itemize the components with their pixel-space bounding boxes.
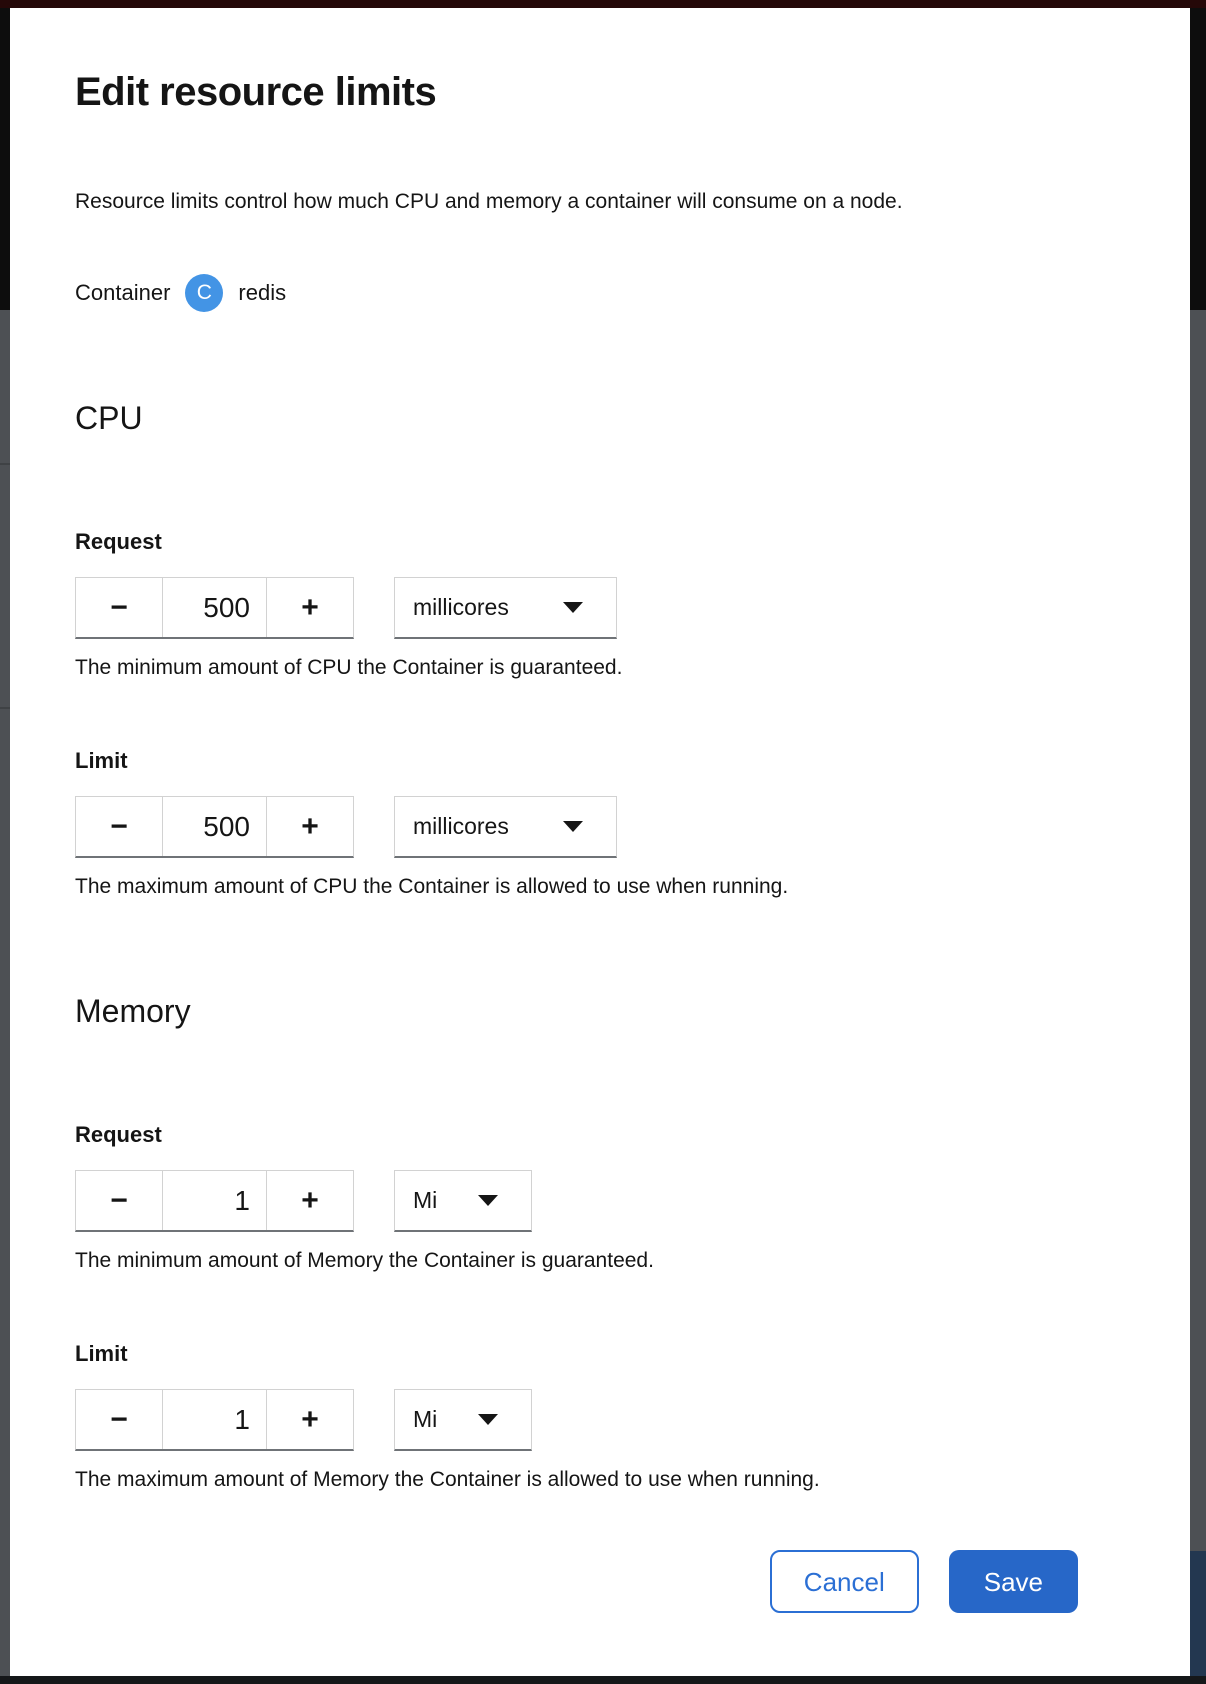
unit-selected-value: millicores	[413, 594, 509, 620]
container-row	[75, 274, 1130, 312]
backdrop-left-dark	[0, 8, 10, 310]
unit-selected-value: Mi	[413, 1406, 438, 1432]
unit-selected-value: Mi	[413, 1187, 438, 1213]
memory-request-label: Request	[75, 1122, 162, 1147]
memory-section-heading: Memory	[75, 993, 191, 1029]
memory-request-spinner	[75, 1170, 354, 1232]
memory-request-help-text: The minimum amount of Memory the Container is guaranteed.	[75, 1249, 654, 1272]
modal-title: Edit resource limits	[75, 70, 437, 114]
container-label: Container	[75, 280, 171, 305]
plus-button[interactable]: +	[266, 1171, 353, 1230]
container-badge-icon: C	[185, 274, 223, 312]
save-button[interactable]: Save	[949, 1550, 1078, 1613]
memory-limit-input[interactable]	[162, 1390, 266, 1449]
chevron-down-icon	[478, 1414, 498, 1425]
plus-button[interactable]: +	[266, 1390, 353, 1449]
cpu-limit-spinner	[75, 796, 354, 858]
chevron-down-icon	[478, 1195, 498, 1206]
backdrop-right-blue	[1190, 1551, 1206, 1676]
backdrop-masthead-strip	[0, 0, 1206, 8]
backdrop-left-separator-2	[0, 707, 10, 709]
backdrop-right-strip	[1190, 8, 1206, 1676]
minus-button[interactable]: −	[76, 1390, 162, 1449]
cpu-section-heading: CPU	[75, 400, 143, 436]
cpu-limit-label: Limit	[75, 748, 128, 773]
cpu-request-controls	[75, 577, 1130, 639]
plus-button[interactable]: +	[266, 578, 353, 637]
chevron-down-icon	[563, 602, 583, 613]
cancel-button[interactable]: Cancel	[770, 1550, 919, 1613]
edit-resource-limits-modal	[10, 8, 1190, 1676]
minus-button[interactable]: −	[76, 797, 162, 856]
cpu-request-spinner	[75, 577, 354, 639]
backdrop-left-separator	[0, 463, 10, 465]
cpu-limit-controls	[75, 796, 1130, 858]
backdrop-bottom-strip	[0, 1676, 1206, 1684]
backdrop-right-dark	[1190, 8, 1206, 310]
memory-limit-unit-dropdown[interactable]	[394, 1389, 532, 1451]
chevron-down-icon	[563, 821, 583, 832]
modal-description: Resource limits control how much CPU and memory a container will consume on a node.	[75, 190, 903, 213]
container-name: redis	[238, 280, 287, 305]
memory-limit-label: Limit	[75, 1341, 128, 1366]
modal-footer	[75, 1550, 1130, 1613]
memory-limit-controls	[75, 1389, 1130, 1451]
cpu-limit-help-text: The maximum amount of CPU the Container is allowed to use when running.	[75, 875, 789, 898]
cpu-request-input[interactable]	[162, 578, 266, 637]
memory-request-input[interactable]	[162, 1171, 266, 1230]
cpu-limit-input[interactable]	[162, 797, 266, 856]
cpu-request-unit-dropdown[interactable]	[394, 577, 617, 639]
unit-selected-value: millicores	[413, 813, 509, 839]
memory-request-unit-dropdown[interactable]	[394, 1170, 532, 1232]
minus-button[interactable]: −	[76, 578, 162, 637]
memory-limit-help-text: The maximum amount of Memory the Container is allowed to use when running.	[75, 1468, 820, 1491]
memory-request-controls	[75, 1170, 1130, 1232]
cpu-request-label: Request	[75, 529, 162, 554]
backdrop-left-strip	[0, 8, 10, 1676]
memory-limit-spinner	[75, 1389, 354, 1451]
cpu-limit-unit-dropdown[interactable]	[394, 796, 617, 858]
minus-button[interactable]: −	[76, 1171, 162, 1230]
plus-button[interactable]: +	[266, 797, 353, 856]
cpu-request-help-text: The minimum amount of CPU the Container is guaranteed.	[75, 656, 623, 679]
